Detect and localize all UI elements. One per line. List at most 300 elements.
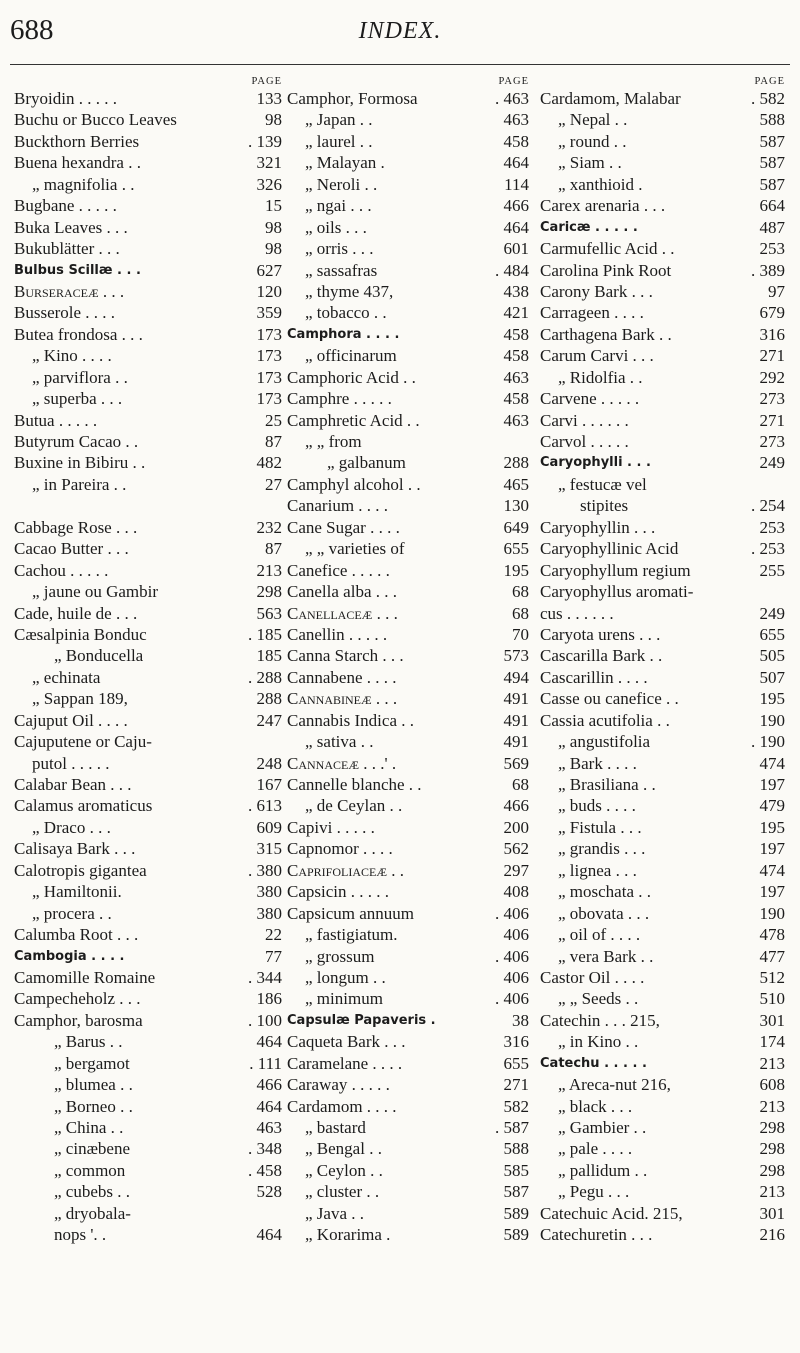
entry-term: Caryophyllus aromati- — [540, 582, 694, 602]
entry-term: nops '. . — [54, 1225, 107, 1245]
entry-term: Caryophyllum regium — [540, 560, 691, 580]
index-entry — [540, 645, 785, 666]
entry-term: Cascarillin . . . . — [540, 667, 648, 687]
index-entry — [14, 1096, 282, 1117]
entry-page: 114 — [504, 174, 529, 194]
entry-page: 200 — [503, 817, 529, 837]
entry-page: 315 — [256, 839, 282, 859]
index-entry — [287, 881, 529, 902]
entry-term: „ superba . . . — [32, 389, 123, 409]
index-entry — [14, 281, 282, 302]
entry-page: 321 — [256, 153, 282, 173]
entry-term: „ „ varieties of — [305, 539, 405, 559]
entry-page: 601 — [503, 239, 529, 259]
index-entry — [540, 517, 785, 538]
entry-page: 98 — [265, 217, 282, 237]
entry-term: Calamus aromaticus — [14, 796, 153, 816]
index-entry — [540, 345, 785, 366]
entry-page: 587 — [503, 1182, 529, 1202]
entry-page: 249 — [759, 603, 785, 623]
index-entry — [14, 838, 282, 859]
index-entry — [540, 217, 785, 238]
index-entry — [14, 1138, 282, 1159]
index-entry — [287, 174, 529, 195]
entry-term: Capsulæ Papaveris . — [287, 1012, 436, 1028]
index-entry — [540, 624, 785, 645]
entry-page: 589 — [503, 1225, 529, 1245]
entry-term: Buckthorn Berries — [14, 131, 140, 151]
entry-term: Carvol . . . . . — [540, 432, 629, 451]
entry-page: 38 — [512, 1010, 529, 1030]
entry-term: Buxine in Bibiru . . — [14, 453, 146, 473]
entry-term: Caricæ . . . . . — [540, 219, 638, 235]
index-entry — [14, 260, 282, 281]
entry-page: 247 — [256, 710, 282, 730]
index-entry — [14, 1031, 282, 1052]
entry-page: 588 — [759, 110, 785, 130]
entry-term: Cajuputene or Caju- — [14, 732, 152, 752]
index-entry — [540, 1203, 785, 1224]
index-entry — [287, 667, 529, 688]
index-entry — [14, 667, 282, 688]
entry-page: 464 — [503, 153, 529, 173]
index-entry — [287, 131, 529, 152]
entry-term: „ moschata . . — [558, 882, 651, 902]
entry-page: 464 — [256, 1096, 282, 1116]
page-column-label: PAGE — [754, 76, 785, 87]
entry-term: Butua . . . . . — [14, 410, 98, 430]
entry-term: „ de Ceylan . . — [305, 796, 403, 816]
entry-page: 195 — [759, 817, 785, 837]
index-entry — [287, 281, 529, 302]
entry-page: 301 — [759, 1010, 785, 1030]
entry-term: „ dryobala- — [54, 1203, 131, 1223]
entry-page: . 100 — [248, 1010, 282, 1030]
index-entry — [287, 924, 529, 945]
index-entry — [540, 710, 785, 731]
index-entry — [14, 131, 282, 152]
entry-page: 27 — [265, 474, 282, 494]
index-entry — [287, 1096, 529, 1117]
entry-term: Cabbage Rose . . . — [14, 517, 138, 537]
index-entry — [540, 431, 785, 452]
index-entry — [540, 581, 785, 602]
index-entry — [540, 152, 785, 173]
entry-page: 406 — [503, 925, 529, 945]
entry-term: „ officinarum — [305, 346, 397, 366]
index-entry — [540, 1074, 785, 1095]
index-entry — [540, 1010, 785, 1031]
index-entry — [287, 560, 529, 581]
entry-term: Cassia acutifolia . . — [540, 710, 670, 730]
entry-page: 68 — [512, 775, 529, 794]
entry-term: Cardamom, Malabar — [540, 89, 681, 108]
entry-term: „ cubebs . . — [54, 1182, 131, 1202]
entry-term: „ Kino . . . . — [32, 346, 112, 366]
index-entry — [14, 238, 282, 259]
index-entry — [14, 302, 282, 323]
entry-page: 649 — [503, 517, 529, 537]
index-entry — [540, 1224, 785, 1245]
index-entry — [14, 881, 282, 902]
index-entry — [287, 324, 529, 345]
index-entry — [287, 195, 529, 216]
entry-page: . 582 — [751, 89, 785, 108]
index-entry — [540, 667, 785, 688]
entry-term: „ „ from — [305, 432, 362, 451]
entry-term: Bryoidin . . . . . — [14, 89, 117, 108]
entry-page: 478 — [759, 925, 785, 945]
page-header — [0, 14, 800, 64]
index-entry — [287, 238, 529, 259]
entry-page: 573 — [503, 646, 529, 666]
entry-page: . 587 — [495, 1118, 529, 1137]
entry-term: Bugbane . . . . . — [14, 196, 117, 216]
index-entry — [287, 345, 529, 366]
page-number: 688 — [10, 14, 54, 46]
index-entry — [287, 688, 529, 709]
entry-term: Carum Carvi . . . — [540, 346, 654, 366]
index-entry — [287, 710, 529, 731]
index-entry — [540, 838, 785, 859]
entry-term: Catechuic Acid. 215, — [540, 1203, 683, 1223]
entry-page: 421 — [503, 303, 529, 323]
index-entry — [14, 1117, 282, 1138]
entry-term: Butea frondosa . . . — [14, 324, 143, 344]
entry-page: 213 — [759, 1182, 785, 1202]
entry-page: . 458 — [248, 1160, 282, 1180]
entry-term: „ Borneo . . — [54, 1096, 133, 1116]
index-entry — [14, 624, 282, 645]
entry-term: „ lignea . . . — [558, 860, 637, 880]
index-entry — [287, 410, 529, 431]
entry-term: Cade, huile de . . . — [14, 603, 138, 623]
entry-term: Caryota urens . . . — [540, 624, 661, 644]
entry-term: „ fastigiatum. — [305, 925, 398, 945]
entry-term: „ Bengal . . — [305, 1139, 382, 1159]
entry-page: 253 — [759, 239, 785, 259]
entry-term: „ thyme 437, — [305, 281, 394, 301]
index-entry — [14, 109, 282, 130]
entry-page: 213 — [759, 1096, 785, 1116]
index-entry — [540, 174, 785, 195]
entry-page: 608 — [759, 1075, 785, 1095]
entry-page: 510 — [759, 989, 785, 1009]
index-entry — [540, 1096, 785, 1117]
entry-page: 70 — [512, 624, 529, 644]
entry-page: 213 — [759, 1053, 785, 1073]
entry-term: „ blumea . . — [54, 1075, 133, 1095]
entry-term: „ obovata . . . — [558, 903, 650, 923]
entry-page: 458 — [503, 131, 529, 151]
entry-term: Cacao Butter . . . — [14, 539, 129, 559]
entry-term: „ sativa . . — [305, 732, 374, 752]
entry-page: . 139 — [248, 131, 282, 151]
index-entry — [540, 731, 785, 752]
entry-term: Cannelle blanche . . — [287, 775, 422, 794]
entry-term: „ tobacco . . — [305, 303, 387, 323]
entry-page: 380 — [256, 882, 282, 902]
entry-term: „ Sappan 189, — [32, 689, 128, 709]
entry-page: . 484 — [495, 260, 529, 280]
index-entry — [540, 281, 785, 302]
index-entry — [287, 603, 529, 624]
entry-page: 25 — [265, 410, 282, 430]
entry-page: 569 — [503, 753, 529, 773]
index-entry — [540, 260, 785, 281]
entry-page: 213 — [256, 560, 282, 580]
entry-page: 297 — [503, 860, 529, 880]
entry-page: 655 — [759, 624, 785, 644]
entry-page: 292 — [759, 367, 785, 387]
index-entry — [287, 1031, 529, 1052]
index-entry — [540, 1138, 785, 1159]
entry-page: 249 — [759, 453, 785, 473]
entry-page: 482 — [256, 453, 282, 473]
entry-page: 479 — [759, 796, 785, 816]
entry-term: Caraway . . . . . — [287, 1075, 390, 1095]
entry-page: 491 — [503, 732, 529, 752]
index-entry — [540, 753, 785, 774]
entry-term: „ Hamiltonii. — [32, 882, 122, 902]
index-entry — [540, 367, 785, 388]
index-entry — [14, 367, 282, 388]
entry-page: 463 — [503, 110, 529, 130]
entry-page: 255 — [759, 560, 785, 580]
entry-page: . 406 — [495, 989, 529, 1009]
index-entry — [14, 517, 282, 538]
entry-page: 288 — [503, 453, 529, 473]
entry-page: 589 — [503, 1203, 529, 1223]
entry-page: 408 — [503, 882, 529, 902]
entry-term: Calotropis gigantea — [14, 860, 147, 880]
index-entry — [540, 131, 785, 152]
index-entry — [287, 367, 529, 388]
entry-page: 463 — [256, 1118, 282, 1137]
entry-page: 288 — [256, 689, 282, 709]
entry-page: 173 — [256, 389, 282, 409]
entry-term: Cascarilla Bark . . — [540, 646, 663, 666]
entry-term: Caramelane . . . . — [287, 1053, 403, 1073]
entry-term: „ Fistula . . . — [558, 817, 642, 837]
index-entry — [287, 1160, 529, 1181]
index-entry — [287, 538, 529, 559]
entry-term: Busserole . . . . — [14, 303, 116, 323]
index-entry — [287, 1010, 529, 1031]
index-entry — [540, 881, 785, 902]
entry-term: Camphoric Acid . . — [287, 367, 416, 387]
entry-term: „ Malayan . — [305, 153, 385, 173]
entry-page: 248 — [256, 753, 282, 773]
index-entry — [14, 495, 282, 516]
index-entry — [14, 431, 282, 452]
entry-page: 505 — [759, 646, 785, 666]
entry-page: 195 — [503, 560, 529, 580]
index-entry — [14, 795, 282, 816]
index-entry — [287, 903, 529, 924]
index-entry — [540, 924, 785, 945]
entry-page: . 463 — [495, 89, 529, 108]
index-entry — [14, 731, 282, 752]
entry-term: „ vera Bark . . — [558, 946, 654, 966]
index-entry — [14, 645, 282, 666]
entry-term: Calumba Root . . . — [14, 925, 139, 945]
index-entry — [540, 1053, 785, 1074]
entry-term: Canarium . . . . — [287, 496, 389, 516]
entry-page: 197 — [759, 839, 785, 859]
index-entry — [287, 88, 529, 109]
entry-term: „ common — [54, 1160, 126, 1180]
entry-page: . 406 — [495, 903, 529, 923]
entry-term: Buena hexandra . . — [14, 153, 141, 173]
index-entry — [14, 1181, 282, 1202]
entry-page: 316 — [759, 324, 785, 344]
index-entry — [287, 260, 529, 281]
index-entry — [287, 731, 529, 752]
entry-page: 664 — [759, 196, 785, 216]
index-entry — [14, 946, 282, 967]
index-entry — [287, 838, 529, 859]
entry-term: Capsicum annuum — [287, 903, 415, 923]
entry-term: Casse ou canefice . . — [540, 689, 679, 709]
entry-term: Canella alba . . . — [287, 582, 397, 602]
entry-page: . 288 — [248, 667, 282, 687]
entry-term: „ Ceylon . . — [305, 1160, 383, 1180]
entry-term: Cannaceæ . . .' . — [287, 753, 397, 773]
index-entry — [14, 817, 282, 838]
index-entry — [14, 1203, 282, 1224]
entry-page: 609 — [256, 817, 282, 837]
index-entry — [287, 946, 529, 967]
index-entry — [540, 988, 785, 1009]
entry-term: Carthagena Bark . . — [540, 324, 672, 344]
index-entry — [540, 302, 785, 323]
entry-page: 512 — [759, 967, 785, 987]
entry-term: „ ngai . . . — [305, 196, 372, 216]
entry-page: 494 — [503, 667, 529, 687]
entry-term: Caryophyllinic Acid — [540, 539, 679, 559]
index-entry — [14, 474, 282, 495]
index-entry — [287, 452, 529, 473]
entry-term: Cannabene . . . . — [287, 667, 397, 687]
entry-term: „ in Pareira . . — [32, 474, 127, 494]
entry-term: „ bergamot — [54, 1053, 130, 1073]
entry-page: 68 — [512, 603, 529, 623]
entry-term: Carvi . . . . . . — [540, 410, 629, 430]
index-entry — [14, 710, 282, 731]
index-entry — [540, 817, 785, 838]
entry-term: Canellaceæ . . . — [287, 603, 398, 623]
entry-term: Calisaya Bark . . . — [14, 839, 136, 859]
entry-term: Calabar Bean . . . — [14, 775, 132, 794]
index-entry — [14, 217, 282, 238]
entry-page: 301 — [759, 1203, 785, 1223]
entry-term: Carony Bark . . . — [540, 281, 653, 301]
entry-term: „ Siam . . — [558, 153, 622, 173]
entry-page: 173 — [256, 367, 282, 387]
entry-page: 464 — [256, 1225, 282, 1245]
entry-term: Camphor, Formosa — [287, 89, 418, 108]
entry-term: Cambogia . . . . — [14, 948, 125, 964]
entry-page: 298 — [759, 1160, 785, 1180]
index-entry — [287, 860, 529, 881]
index-entry — [540, 324, 785, 345]
index-entry — [287, 517, 529, 538]
index-entry — [287, 302, 529, 323]
entry-term: „ echinata — [32, 667, 101, 687]
entry-term: Capnomor . . . . — [287, 839, 393, 859]
entry-term: „ oils . . . — [305, 217, 367, 237]
index-entry — [14, 688, 282, 709]
entry-term: Cane Sugar . . . . — [287, 517, 400, 537]
entry-page: . 111 — [249, 1053, 282, 1073]
entry-term: Carvene . . . . . — [540, 389, 640, 409]
entry-page: 458 — [503, 346, 529, 366]
entry-term: „ „ Seeds . . — [558, 989, 639, 1009]
index-entry — [540, 860, 785, 881]
index-entry — [287, 1074, 529, 1095]
entry-term: Castor Oil . . . . — [540, 967, 645, 987]
index-entry — [14, 324, 282, 345]
entry-page: 487 — [759, 217, 785, 237]
entry-term: „ China . . — [54, 1118, 124, 1137]
entry-term: „ magnifolia . . — [32, 174, 135, 194]
entry-term: „ round . . — [558, 131, 627, 151]
index-entry — [14, 538, 282, 559]
index-column-2 — [287, 76, 529, 1246]
entry-term: Campecheholz . . . — [14, 989, 141, 1009]
entry-page: 406 — [503, 967, 529, 987]
index-entry — [287, 1117, 529, 1138]
entry-term: „ sassafras — [305, 260, 378, 280]
entry-page: . 254 — [751, 496, 785, 516]
entry-term: „ Bark . . . . — [558, 753, 637, 773]
entry-page: 97 — [768, 281, 785, 301]
entry-term: Cannabineæ . . . — [287, 689, 398, 709]
index-entry — [14, 967, 282, 988]
index-entry — [287, 1138, 529, 1159]
index-entry — [287, 795, 529, 816]
index-entry — [287, 431, 529, 452]
index-entry — [287, 817, 529, 838]
entry-page: 185 — [256, 646, 282, 666]
entry-term: „ Japan . . — [305, 110, 373, 130]
entry-page: 465 — [503, 474, 529, 494]
index-entry — [540, 538, 785, 559]
index-entry — [287, 1053, 529, 1074]
entry-term: „ bastard — [305, 1118, 366, 1137]
entry-page: 655 — [503, 539, 529, 559]
entry-page: 253 — [759, 517, 785, 537]
entry-term: Carrageen . . . . — [540, 303, 644, 323]
entry-page: . 348 — [248, 1139, 282, 1159]
index-entry — [287, 581, 529, 602]
entry-term: Catechu . . . . . — [540, 1055, 647, 1071]
entry-page: 197 — [759, 775, 785, 794]
entry-term: Caryophyllin . . . — [540, 517, 656, 537]
entry-page: . 190 — [751, 732, 785, 752]
index-entry — [540, 410, 785, 431]
entry-term: „ oil of . . . . — [558, 925, 641, 945]
entry-term: „ Brasiliana . . — [558, 775, 656, 794]
index-entry — [14, 1074, 282, 1095]
entry-page: 87 — [265, 539, 282, 559]
entry-page: 173 — [256, 324, 282, 344]
entry-term: „ orris . . . — [305, 239, 374, 259]
entry-term: Bukublätter . . . — [14, 239, 120, 259]
entry-term: Cardamom . . . . — [287, 1096, 397, 1116]
entry-term: „ procera . . — [32, 903, 112, 923]
